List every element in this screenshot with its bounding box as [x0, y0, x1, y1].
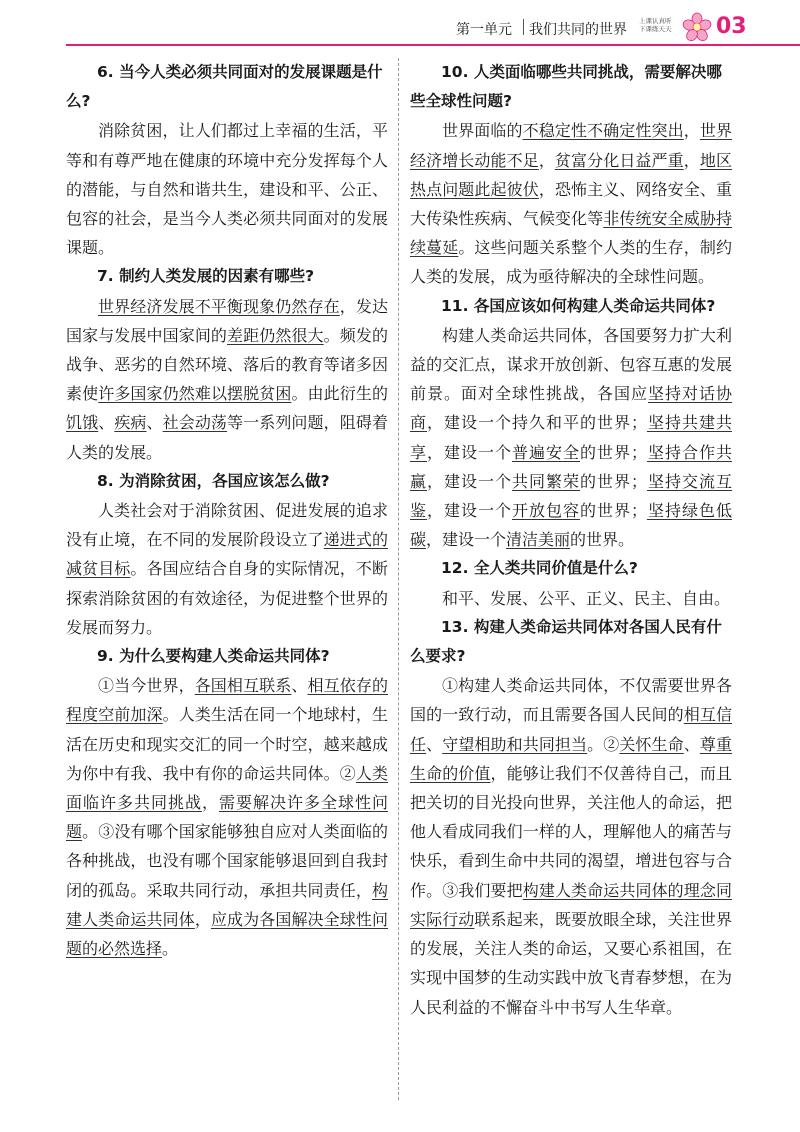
answer-paragraph [410, 321, 732, 555]
answer-text: ，建设一个 [427, 442, 512, 462]
answer-paragraph [66, 496, 388, 642]
answer-text: 。各国应结合自身的实际情况，不断探索消除贫困的有效途径，为促进整个世界的发展而努力。 [66, 559, 388, 637]
answer-paragraph [66, 671, 388, 963]
key-point-underlined: 关怀生命 [619, 734, 684, 754]
header-slogan: 上课认真听 下课练天天 [639, 17, 672, 33]
answer-text: 等一系列问题，阻碍着人类的发展。 [66, 413, 388, 462]
key-point-underlined: 疾病 [114, 413, 147, 433]
key-point-underlined: 清洁美丽 [506, 530, 571, 550]
answer-text: ，建设一个 [426, 530, 507, 550]
question-heading: 11. 各国应该如何构建人类命运共同体? [441, 296, 716, 315]
answer-text: 联系起来，既要放眼全球，关注世界的发展，关注人类的命运，又要心系祖国，在实现中国梦的生动实践中放飞青春梦想，在为人民利益的不懈奋斗中书写人生华章。 [410, 909, 732, 1017]
question-heading: 8. 为消除贫困，各国应该怎么做? [97, 471, 330, 490]
answer-text: 。频发的战争、恶劣的自然环境、落后的教育等诸多因素使 [66, 325, 388, 404]
question-heading: 13. 构建人类命运共同体对各国人民有什么要求? [410, 617, 722, 666]
key-point-underlined: 坚持合作共赢 [410, 442, 732, 491]
key-point-underlined: 坚持交流互鉴 [410, 471, 732, 521]
answer-text: 的世界； [579, 501, 647, 521]
answer-text: 、 [426, 734, 443, 754]
key-point-underlined: 非传统安全威胁持续蔓延 [410, 209, 732, 258]
key-point-underlined: 守望相助和共同担当 [442, 734, 588, 754]
answer-text: ，能够让我们不仅善待自己，而且把关切的目光投向世界，关注他人的命运，把他人看成同我们一样的人，理解他人的痛苦与快乐，看到生命中共同的渴望，增进包容与合作。③我们要把 [410, 763, 732, 900]
key-point-underlined: 世界经济发展不平衡现象仍然存在 [98, 296, 340, 316]
key-point-underlined: 普遍安全 [511, 442, 580, 462]
answer-text: ，建设一个持久和平的世界； [427, 413, 647, 433]
answer-text: 世界面临的 [442, 121, 523, 141]
unit-title: 我们共同的世界 [529, 22, 627, 38]
key-point-underlined: 贫富分化日益严重 [554, 150, 684, 170]
answer-text: 的世界； [579, 471, 647, 491]
answer-text: 和平、发展、公平、正义、民主、自由。 [442, 588, 731, 608]
answer-text: 。人类生活在同一个地球村，生活在历史和现实交汇的同一个时空，越来越成为你中有我、我中有你的命运共同体。② [66, 705, 388, 783]
key-point-underlined: 构建人类命运共同体 [66, 880, 388, 929]
header-separator [523, 19, 524, 35]
answer-text: 人类社会对于消除贫困、促进发展的追求没有止境，在不同的发展阶段设立了 [66, 501, 388, 550]
answer-text: ，建设一个 [427, 501, 512, 521]
unit-label: 第一单元 [456, 22, 512, 38]
key-point-underlined: 各国相互联系 [194, 676, 292, 696]
answer-text: ①当今世界， [98, 676, 195, 696]
key-point-underlined: 差距仍然很大 [227, 325, 324, 345]
column-divider [398, 58, 399, 1100]
flower-logo-icon [682, 12, 712, 42]
key-point-underlined: 递进式的减贫目标 [66, 530, 388, 579]
key-point-underlined: 相互依存的程度空前加深 [66, 676, 388, 725]
key-point-underlined: 坚持对话协商 [410, 384, 732, 433]
key-point-underlined: 不稳定性不确定性突出 [522, 121, 684, 141]
key-point-underlined: 许多国家仍然难以摆脱贫困 [98, 384, 292, 404]
answer-text: ，发达国家与发展中国家间的 [66, 296, 388, 345]
key-point-underlined: 尊重生命的价值 [410, 734, 732, 783]
answer-text: ， [201, 793, 219, 813]
answer-text: 。由此衍生的 [291, 384, 388, 404]
answer-text: 。 [162, 939, 179, 959]
answer-paragraph [66, 292, 388, 467]
key-point-underlined: 相互信任 [410, 705, 732, 754]
question-heading: 6. 当今人类必须共同面对的发展课题是什么? [66, 63, 383, 111]
answer-text: ①构建人类命运共同体，不仅需要世界各国的一致行动，而且需要各国人民间的 [410, 676, 732, 725]
answer-paragraph [410, 584, 732, 613]
key-point-underlined: 世界经济增长动能不足 [410, 121, 732, 170]
question-heading: 7. 制约人类发展的因素有哪些? [97, 267, 315, 286]
answer-text: 的世界； [579, 442, 647, 462]
answer-text: ， [194, 909, 211, 929]
key-point-underlined: 应成为各国解决全球性问题的必然选择 [66, 909, 388, 959]
question-heading: 9. 为什么要构建人类命运共同体? [97, 647, 330, 666]
right-column [410, 58, 732, 1022]
answer-text: ， [683, 121, 700, 141]
answer-text: 、 [683, 734, 700, 754]
answer-text: 。② [587, 734, 620, 754]
key-point-underlined: 需要解决许多全球性问题 [66, 793, 388, 842]
answer-text: 的世界。 [570, 530, 635, 550]
answer-text: 。这些问题关系整个人类的生存，制约人类的发展，成为亟待解决的全球性问题。 [410, 238, 732, 287]
answer-text: ， [683, 150, 700, 170]
page-number: 03 [716, 14, 747, 39]
left-column [66, 58, 388, 963]
answer-paragraph [66, 116, 388, 262]
key-point-underlined: 坚持绿色低碳 [410, 501, 732, 550]
answer-text: 构建人类命运共同体，各国要努力扩大利益的交汇点，谋求开放创新、包容互惠的发展前景。面对全球性挑战，各国应 [410, 325, 732, 404]
page-header [0, 0, 800, 50]
answer-text: 、 [291, 676, 308, 696]
header-rule [66, 44, 800, 46]
answer-paragraph [410, 671, 732, 1021]
answer-text: 、 [98, 413, 115, 433]
key-point-underlined: 共同繁荣 [511, 471, 580, 491]
key-point-underlined: 地区热点问题此起彼伏 [410, 150, 732, 199]
answer-text: ，建设一个 [427, 471, 512, 491]
answer-text: 、 [146, 413, 163, 433]
answer-text: ，恐怖主义、网络安全、重大传染性疾病、气候变化等 [410, 179, 732, 229]
key-point-underlined: 饥饿 [66, 413, 99, 433]
answer-text: ， [538, 150, 555, 170]
key-point-underlined: 人类面临许多共同挑战 [66, 763, 388, 813]
question-heading: 12. 全人类共同价值是什么? [441, 559, 638, 578]
answer-paragraph [410, 116, 732, 291]
answer-text: 消除贫困，让人们都过上幸福的生活，平等和有尊严地在健康的环境中充分发挥每个人的潜能，与自然和谐共生，建设和平、公正、包容的社会，是当今人类必须共同面对的发展课题。 [66, 121, 388, 258]
question-heading: 10. 人类面临哪些共同挑战，需要解决哪些全球性问题? [410, 63, 722, 111]
key-point-underlined: 坚持共建共享 [410, 413, 732, 462]
key-point-underlined: 开放包容 [511, 501, 580, 521]
answer-text: 。③没有哪个国家能够独自应对人类面临的各种挑战，也没有哪个国家能够退回到自我封闭的孤岛。采取共同行动，承担共同责任， [66, 822, 388, 900]
key-point-underlined: 构建人类命运共同体的理念同实际行动 [410, 880, 732, 929]
key-point-underlined: 社会动荡 [162, 413, 228, 433]
